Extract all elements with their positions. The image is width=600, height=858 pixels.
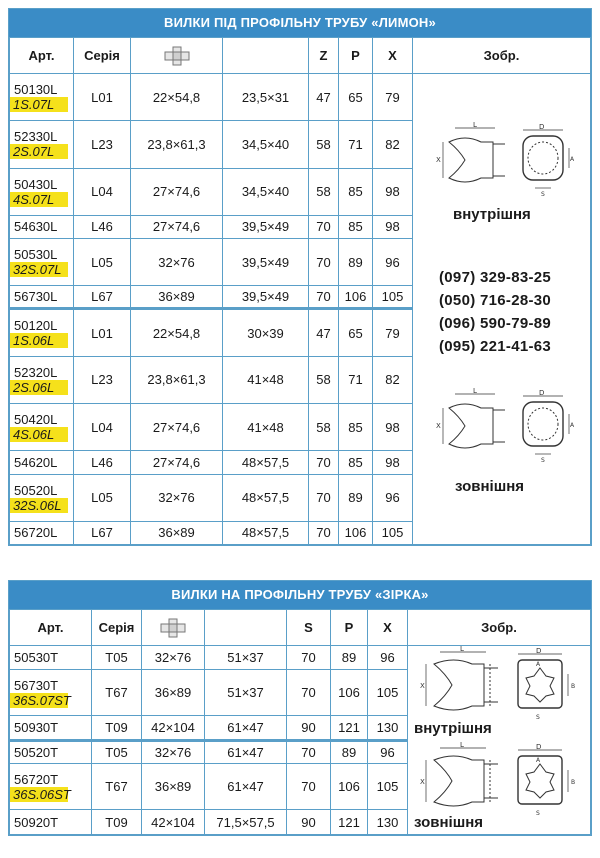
- art-alt-badge: 2S.07L: [10, 144, 68, 159]
- series-cell: T09: [92, 810, 142, 835]
- p-cell: 89: [339, 239, 373, 286]
- art-cell: [10, 356, 74, 403]
- art-number: 50930T: [14, 720, 59, 735]
- art-cell: [10, 670, 92, 716]
- p-cell: 71: [339, 356, 373, 403]
- header-image: Зобр.: [408, 610, 591, 646]
- phone-number: (050) 716-28-30: [439, 292, 552, 309]
- x-cell: 98: [373, 451, 413, 474]
- svg-text:D: D: [536, 743, 542, 751]
- header-series: Серія: [74, 38, 131, 74]
- art-number: 50120L: [14, 318, 58, 334]
- svg-text:A: A: [570, 156, 575, 163]
- cross-joint-icon: [164, 46, 190, 66]
- dim1-cell: 23,8×61,3: [131, 356, 223, 403]
- dim1-cell: 36×89: [131, 286, 223, 309]
- header-x: X: [368, 610, 408, 646]
- p-cell: 106: [331, 764, 368, 810]
- x-cell: 98: [373, 168, 413, 215]
- header-p: P: [339, 38, 373, 74]
- x-cell: 98: [373, 404, 413, 451]
- art-cell: [10, 451, 74, 474]
- header-art: Арт.: [10, 610, 92, 646]
- art-alt-badge: 4S.06L: [10, 427, 68, 442]
- x-cell: 130: [368, 716, 408, 741]
- header-dim2: [223, 38, 309, 74]
- series-cell: L23: [74, 356, 131, 403]
- series-cell: T05: [92, 741, 142, 764]
- series-cell: L67: [74, 521, 131, 544]
- dim2-cell: 41×48: [223, 356, 309, 403]
- art-number: 50520T: [14, 745, 59, 760]
- dim2-cell: 48×57,5: [223, 451, 309, 474]
- svg-text:A: A: [570, 422, 575, 429]
- header-dim2: [205, 610, 287, 646]
- header-x: X: [373, 38, 413, 74]
- svg-text:S: S: [541, 191, 545, 198]
- art-number: 56730L: [14, 289, 58, 305]
- table-row: [10, 646, 591, 670]
- p-cell: 85: [339, 168, 373, 215]
- label-inner: внутрішня: [453, 206, 531, 223]
- x-cell: 82: [373, 121, 413, 168]
- p-cell: 106: [339, 286, 373, 309]
- art-number: 54620L: [14, 454, 58, 470]
- dim2-cell: 71,5×57,5: [205, 810, 287, 835]
- series-cell: L04: [74, 404, 131, 451]
- svg-text:D: D: [536, 647, 542, 655]
- art-number: 50920T: [14, 814, 59, 830]
- svg-text:S: S: [536, 714, 540, 721]
- svg-text:B: B: [571, 683, 576, 690]
- z-cell: 70: [309, 521, 339, 544]
- art-number: 56720L: [14, 525, 58, 541]
- art-cell: [10, 810, 92, 835]
- table-limon-title: ВИЛКИ ПІД ПРОФІЛЬНУ ТРУБУ «ЛИМОН»: [9, 9, 591, 37]
- s-cell: 70: [287, 741, 331, 764]
- art-cell: [10, 404, 74, 451]
- dim1-cell: 27×74,6: [131, 168, 223, 215]
- dim1-cell: 42×104: [142, 716, 205, 741]
- series-cell: T67: [92, 764, 142, 810]
- label-outer: зовнішня: [455, 478, 525, 495]
- dim1-cell: 32×76: [131, 239, 223, 286]
- art-number: 56730T: [14, 677, 59, 693]
- dim2-cell: 51×37: [205, 646, 287, 670]
- art-cell: [10, 521, 74, 544]
- svg-text:X: X: [436, 156, 441, 164]
- dim1-cell: 22×54,8: [131, 74, 223, 121]
- x-cell: 105: [368, 670, 408, 716]
- art-cell: [10, 215, 74, 238]
- z-cell: 58: [309, 168, 339, 215]
- svg-text:L: L: [473, 121, 477, 129]
- art-number: 52330L: [14, 129, 58, 145]
- x-cell: 105: [373, 286, 413, 309]
- dim2-cell: 51×37: [205, 670, 287, 716]
- dim1-cell: 36×89: [142, 764, 205, 810]
- dim2-cell: 39,5×49: [223, 215, 309, 238]
- x-cell: 105: [368, 764, 408, 810]
- p-cell: 89: [331, 646, 368, 670]
- art-alt-badge: 32S.07L: [10, 262, 68, 277]
- z-cell: 70: [309, 239, 339, 286]
- dim1-cell: 23,8×61,3: [131, 121, 223, 168]
- x-cell: 96: [368, 646, 408, 670]
- header-z: Z: [309, 38, 339, 74]
- table-zirka-title: ВИЛКИ НА ПРОФІЛЬНУ ТРУБУ «ЗІРКА»: [9, 581, 591, 609]
- art-number: 50530L: [14, 247, 58, 263]
- header-s: S: [287, 610, 331, 646]
- series-cell: T67: [92, 670, 142, 716]
- s-cell: 90: [287, 810, 331, 835]
- x-cell: 79: [373, 309, 413, 356]
- dim1-cell: 22×54,8: [131, 309, 223, 356]
- s-cell: 90: [287, 716, 331, 741]
- art-cell: [10, 741, 92, 764]
- dim1-cell: 36×89: [131, 521, 223, 544]
- z-cell: 58: [309, 356, 339, 403]
- dim1-cell: 27×74,6: [131, 451, 223, 474]
- dim2-cell: 39,5×49: [223, 286, 309, 309]
- cross-joint-icon: [160, 618, 186, 638]
- table-row: [10, 74, 591, 121]
- x-cell: 105: [373, 521, 413, 544]
- header-cross-icon-cell: [142, 610, 205, 646]
- series-cell: L01: [74, 74, 131, 121]
- header-image: Зобр.: [413, 38, 591, 74]
- series-cell: L46: [74, 215, 131, 238]
- dim1-cell: 27×74,6: [131, 215, 223, 238]
- art-number: 50430L: [14, 176, 58, 192]
- svg-text:X: X: [420, 682, 425, 690]
- svg-text:X: X: [436, 422, 441, 430]
- s-cell: 70: [287, 646, 331, 670]
- svg-text:L: L: [473, 387, 477, 395]
- z-cell: 70: [309, 215, 339, 238]
- art-number: 50520L: [14, 482, 58, 498]
- art-cell: [10, 646, 92, 670]
- series-cell: T05: [92, 646, 142, 670]
- p-cell: 65: [339, 74, 373, 121]
- dim1-cell: 36×89: [142, 670, 205, 716]
- p-cell: 89: [339, 474, 373, 521]
- series-cell: L05: [74, 474, 131, 521]
- p-cell: 71: [339, 121, 373, 168]
- z-cell: 70: [309, 451, 339, 474]
- art-number: 52320L: [14, 364, 58, 380]
- dim2-cell: 30×39: [223, 309, 309, 356]
- z-cell: 47: [309, 309, 339, 356]
- phone-number: (095) 221-41-63: [439, 338, 552, 355]
- p-cell: 85: [339, 404, 373, 451]
- dim1-cell: 27×74,6: [131, 404, 223, 451]
- svg-text:S: S: [536, 810, 540, 817]
- svg-text:S: S: [541, 457, 545, 464]
- x-cell: 82: [373, 356, 413, 403]
- p-cell: 85: [339, 215, 373, 238]
- series-cell: T09: [92, 716, 142, 741]
- p-cell: 65: [339, 309, 373, 356]
- header-p: P: [331, 610, 368, 646]
- label-outer: зовнішня: [414, 814, 484, 831]
- x-cell: 79: [373, 74, 413, 121]
- z-cell: 58: [309, 404, 339, 451]
- p-cell: 106: [339, 521, 373, 544]
- svg-text:L: L: [460, 742, 464, 749]
- s-cell: 70: [287, 670, 331, 716]
- dim2-cell: 34,5×40: [223, 168, 309, 215]
- dim2-cell: 48×57,5: [223, 474, 309, 521]
- header-art: Арт.: [10, 38, 74, 74]
- svg-text:X: X: [420, 778, 425, 786]
- art-number: 56720T: [14, 771, 59, 787]
- phone-number: (096) 590-79-89: [439, 315, 552, 332]
- series-cell: L05: [74, 239, 131, 286]
- series-cell: L46: [74, 451, 131, 474]
- x-cell: 96: [368, 741, 408, 764]
- art-alt-badge: 36S.06ST: [10, 787, 68, 802]
- svg-text:L: L: [460, 646, 464, 653]
- series-cell: L67: [74, 286, 131, 309]
- svg-text:D: D: [539, 389, 545, 397]
- z-cell: 58: [309, 121, 339, 168]
- yoke-star-drawing-icon: [420, 646, 580, 724]
- dim2-cell: 34,5×40: [223, 121, 309, 168]
- art-alt-badge: 32S.06L: [10, 498, 68, 513]
- dim2-cell: 61×47: [205, 764, 287, 810]
- dim1-cell: 32×76: [131, 474, 223, 521]
- header-cross-icon-cell: [131, 38, 223, 74]
- svg-text:A: A: [536, 661, 541, 668]
- p-cell: 85: [339, 451, 373, 474]
- art-number: 50130L: [14, 82, 58, 98]
- series-cell: L01: [74, 309, 131, 356]
- art-cell: [10, 239, 74, 286]
- z-cell: 47: [309, 74, 339, 121]
- art-cell: [10, 474, 74, 521]
- x-cell: 96: [373, 474, 413, 521]
- art-alt-badge: 4S.07L: [10, 192, 68, 207]
- art-cell: [10, 716, 92, 741]
- image-cell: [408, 646, 591, 835]
- svg-text:B: B: [571, 779, 576, 786]
- art-cell: [10, 121, 74, 168]
- art-number: 54630L: [14, 219, 58, 235]
- yoke-lemon-drawing-icon: [435, 386, 575, 466]
- yoke-star-drawing-icon: [420, 742, 580, 820]
- art-number: 50420L: [14, 412, 58, 428]
- x-cell: 96: [373, 239, 413, 286]
- header-series: Серія: [92, 610, 142, 646]
- svg-text:A: A: [536, 757, 541, 764]
- art-alt-badge: 1S.06L: [10, 333, 68, 348]
- dim2-cell: 61×47: [205, 741, 287, 764]
- dim2-cell: 39,5×49: [223, 239, 309, 286]
- art-alt-badge: 36S.07ST: [10, 693, 68, 708]
- art-alt-badge: 2S.06L: [10, 380, 68, 395]
- art-cell: [10, 764, 92, 810]
- table-limon: [8, 8, 592, 546]
- dim2-cell: 23,5×31: [223, 74, 309, 121]
- series-cell: L23: [74, 121, 131, 168]
- series-cell: L04: [74, 168, 131, 215]
- x-cell: 130: [368, 810, 408, 835]
- art-cell: [10, 74, 74, 121]
- table-zirka: [8, 580, 592, 836]
- dim2-cell: 48×57,5: [223, 521, 309, 544]
- art-cell: [10, 168, 74, 215]
- p-cell: 121: [331, 810, 368, 835]
- p-cell: 106: [331, 670, 368, 716]
- phone-number: (097) 329-83-25: [439, 269, 552, 286]
- dim1-cell: 32×76: [142, 646, 205, 670]
- yoke-lemon-drawing-icon: [435, 120, 575, 200]
- z-cell: 70: [309, 286, 339, 309]
- dim2-cell: 41×48: [223, 404, 309, 451]
- art-cell: [10, 286, 74, 309]
- art-number: 50530T: [14, 650, 59, 665]
- p-cell: 121: [331, 716, 368, 741]
- dim2-cell: 61×47: [205, 716, 287, 741]
- z-cell: 70: [309, 474, 339, 521]
- label-inner: внутрішня: [414, 720, 492, 737]
- p-cell: 89: [331, 741, 368, 764]
- dim1-cell: 32×76: [142, 741, 205, 764]
- art-alt-badge: 1S.07L: [10, 97, 68, 112]
- dim1-cell: 42×104: [142, 810, 205, 835]
- art-cell: [10, 309, 74, 356]
- svg-text:D: D: [539, 123, 545, 131]
- x-cell: 98: [373, 215, 413, 238]
- s-cell: 70: [287, 764, 331, 810]
- image-cell: [413, 74, 591, 545]
